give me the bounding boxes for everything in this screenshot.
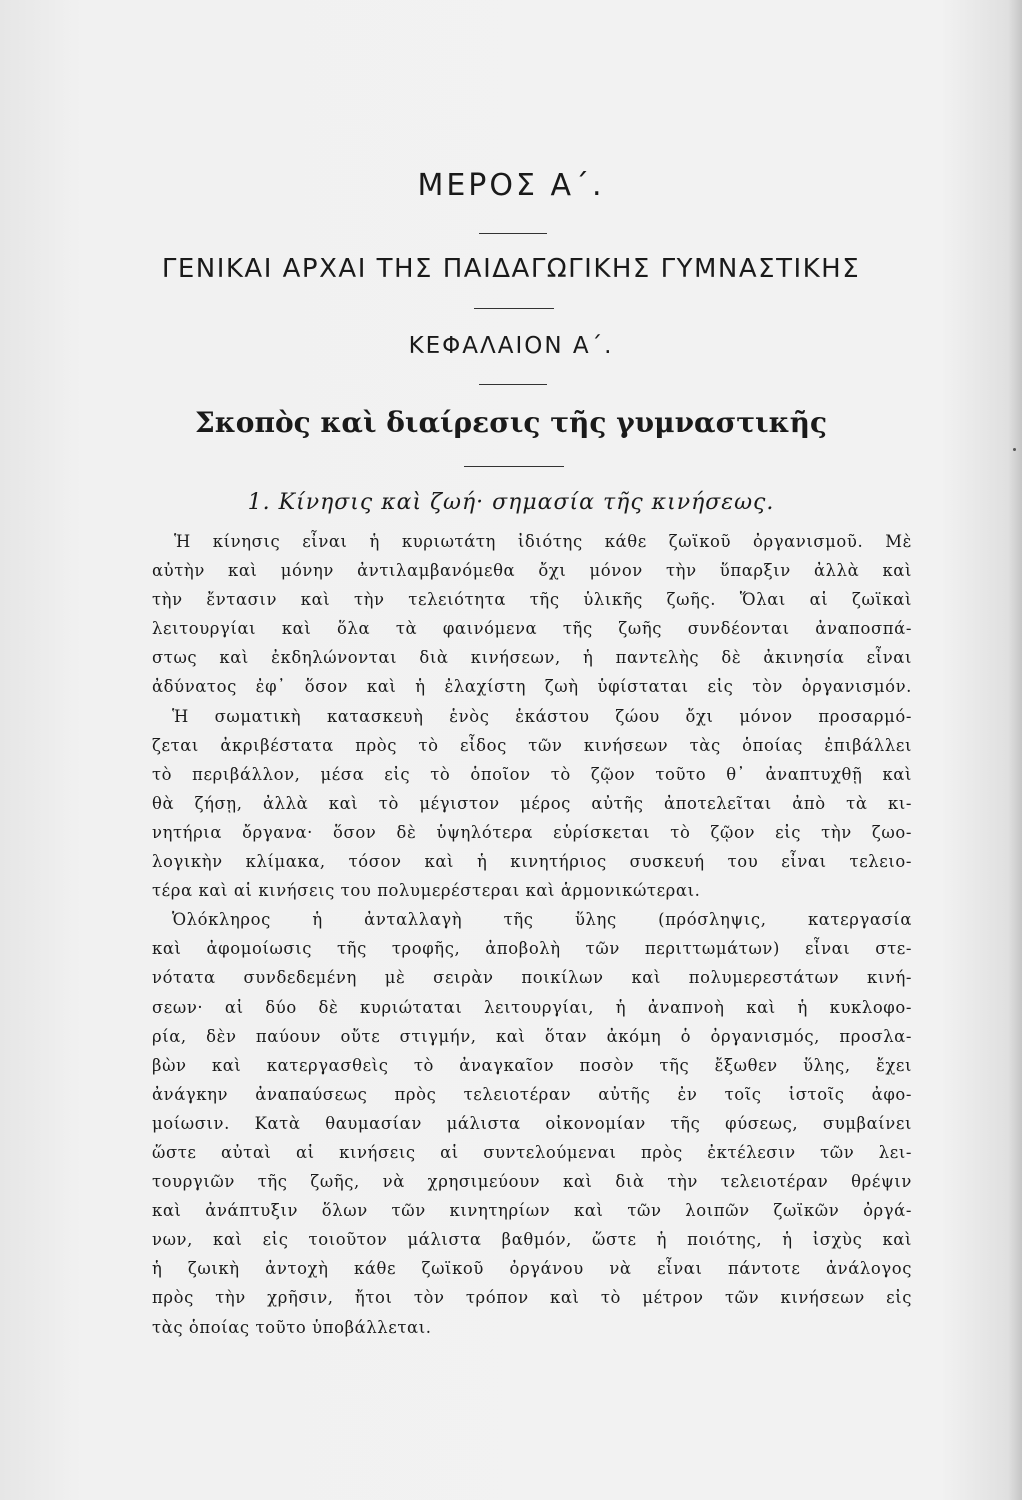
text-line: τὸ περιβάλλον, μέσα εἰς τὸ ὁποῖον τὸ ζῷον τοῦτο θ᾽ ἀναπτυχθῇ καὶ xyxy=(152,764,912,784)
text-line: νητήρια ὄργανα· ὅσον δὲ ὑψηλότερα εὑρίσκεται τὸ ζῷον εἰς τὴν ζωο- xyxy=(152,822,912,842)
text-line: νων, καὶ εἰς τοιοῦτον μάλιστα βαθμόν, ὥστε ἡ ποιότης, ἡ ἰσχὺς καὶ xyxy=(152,1230,912,1250)
text-line: τὰς ὁποίας τοῦτο ὑποβάλλεται. xyxy=(152,1317,432,1337)
page-edge-shadow xyxy=(1008,0,1022,1500)
text-line: ρία, δὲν παύουν οὔτε στιγμήν, καὶ ὅταν ἀκόμη ὁ ὀργανισμός, προσλα- xyxy=(152,1026,912,1046)
rule-divider xyxy=(474,308,554,309)
text-line: ὥστε αὐταὶ αἱ κινήσεις αἱ συντελούμεναι πρὸς ἐκτέλεσιν τῶν λει- xyxy=(152,1142,912,1162)
text-line: πρὸς τὴν χρῆσιν, ἤτοι τὸν τρόπον καὶ τὸ μέτρον τῶν κινήσεων εἰς xyxy=(152,1288,912,1308)
text-line: ζεται ἀκριβέστατα πρὸς τὸ εἶδος τῶν κινήσεων τὰς ὁποίας ἐπιβάλλει xyxy=(152,735,912,755)
text-line: σεων· αἱ δύο δὲ κυριώταται λειτουργίαι, ἡ ἀναπνοὴ καὶ ἡ κυκλοφο- xyxy=(152,997,912,1017)
text-line: ἡ ζωικὴ ἀντοχὴ κάθε ζωϊκοῦ ὀργάνου νὰ εἶναι πάντοτε ἀνάλογος xyxy=(152,1259,912,1279)
text-line: τὴν ἔντασιν καὶ τὴν τελειότητα τῆς ὑλικῆς ζωῆς. Ὅλαι αἱ ζωϊκαὶ xyxy=(152,590,912,610)
text-line: θὰ ζήσῃ, ἀλλὰ καὶ τὸ μέγιστον μέρος αὐτῆς ἀποτελεῖται ἀπὸ τὰ κι- xyxy=(152,793,912,813)
text-line: βὼν καὶ κατεργασθεὶς τὸ ἀναγκαῖον ποσὸν τῆς ἔξωθεν ὕλης, ἔχει xyxy=(152,1055,912,1075)
part-title: ΜΕΡΟΣ Α΄. xyxy=(417,168,605,203)
text-line: Ὁλόκληρος ἡ ἀνταλλαγὴ τῆς ὕλης (πρόσληψις, κατεργασία xyxy=(172,910,912,930)
text-line: καὶ ἀφομοίωσις τῆς τροφῆς, ἀποβολὴ τῶν περιττωμάτων) εἶναι στε- xyxy=(152,939,912,959)
subject-title: Σκοπὸς καὶ διαίρεσις τῆς γυμναστικῆς xyxy=(194,406,827,439)
margin-speck xyxy=(1013,448,1016,451)
text-line: αὐτὴν καὶ μόνην ἀντιλαμβανόμεθα ὄχι μόνον τὴν ὕπαρξιν ἀλλὰ καὶ xyxy=(152,561,912,581)
text-line: μοίωσιν. Κατὰ θαυμασίαν μάλιστα οἰκονομίαν τῆς φύσεως, συμβαίνει xyxy=(152,1113,912,1133)
text-line: στως καὶ ἐκδηλώνονται διὰ κινήσεων, ἡ παντελὴς δὲ ἀκινησία εἶναι xyxy=(152,648,912,668)
chapter-title: ΚΕΦΑΛΑΙΟΝ Α΄. xyxy=(408,333,614,359)
text-line: τέρα καὶ αἱ κινήσεις του πολυμερέστεραι καὶ ἁρμονικώτεραι. xyxy=(152,881,701,901)
body-text xyxy=(152,527,912,1342)
text-line: λογικὴν κλίμακα, τόσον καὶ ἡ κινητήριος συσκευή του εἶναι τελειο- xyxy=(152,852,912,872)
rule-divider xyxy=(479,384,547,385)
rule-divider xyxy=(464,466,564,467)
text-line: νότατα συνδεδεμένη μὲ σειρὰν ποικίλων καὶ πολυμερεστάτων κινή- xyxy=(152,968,912,988)
rule-divider xyxy=(479,233,547,234)
section-title: ΓΕΝΙΚΑΙ ΑΡΧΑΙ ΤΗΣ ΠΑΙΔΑΓΩΓΙΚΗΣ ΓΥΜΝΑΣΤΙΚΗΣ xyxy=(161,254,861,284)
subsection-heading: 1. Κίνησις καὶ ζωή· σημασία τῆς κινήσεως. xyxy=(247,490,775,515)
text-line: ἀνάγκην ἀναπαύσεως πρὸς τελειοτέραν αὐτῆς ἐν τοῖς ἱστοῖς ἀφο- xyxy=(152,1084,912,1104)
text-line: λειτουργίαι καὶ ὅλα τὰ φαινόμενα τῆς ζωῆς συνδέονται ἀναποσπά- xyxy=(152,619,912,639)
text-line: Ἡ σωματικὴ κατασκευὴ ἑνὸς ἑκάστου ζώου ὄχι μόνον προσαρμό- xyxy=(172,706,912,726)
text-line: καὶ ἀνάπτυξιν ὅλων τῶν κινητηρίων καὶ τῶν λοιπῶν ζωϊκῶν ὀργά- xyxy=(152,1201,912,1221)
text-line: Ἡ κίνησις εἶναι ἡ κυριωτάτη ἰδιότης κάθε ζωϊκοῦ ὀργανισμοῦ. Μὲ xyxy=(174,532,912,551)
text-line: ἀδύνατος ἐφ᾽ ὅσον καὶ ἡ ἐλαχίστη ζωὴ ὑφίσταται εἰς τὸν ὀργανισμόν. xyxy=(152,677,912,697)
text-line: τουργιῶν τῆς ζωῆς, νὰ χρησιμεύουν καὶ διὰ τὴν τελειοτέραν θρέψιν xyxy=(152,1172,912,1192)
